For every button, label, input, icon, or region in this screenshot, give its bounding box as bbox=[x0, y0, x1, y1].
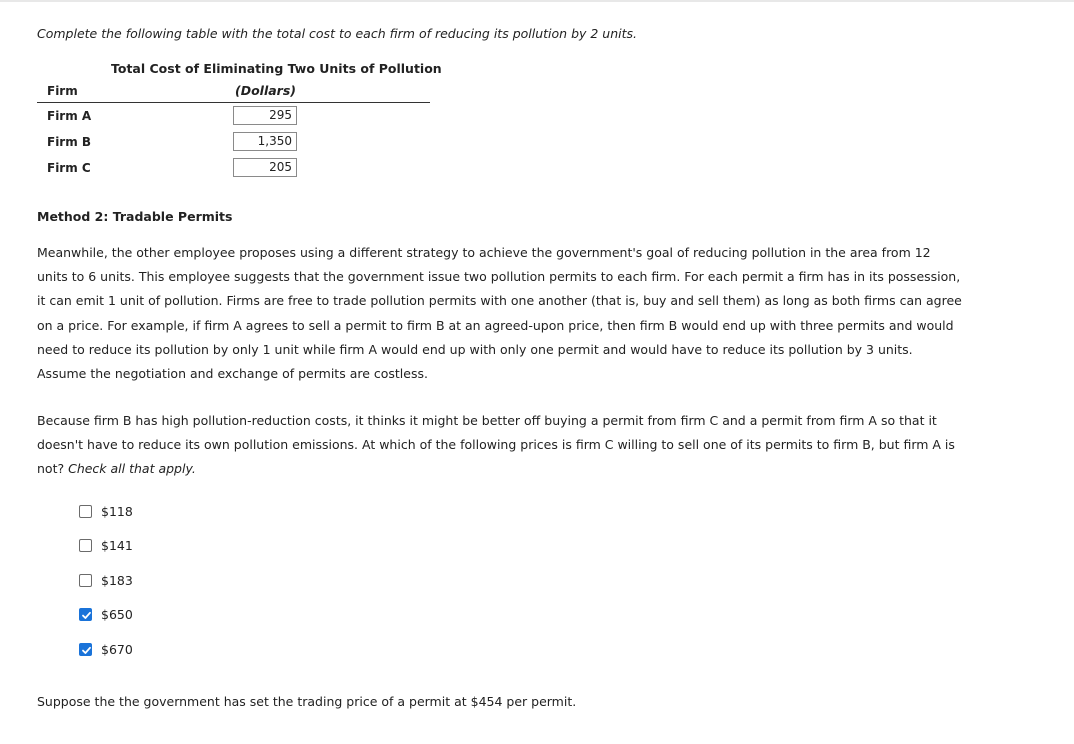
checkbox-checked-icon[interactable] bbox=[79, 643, 92, 656]
table-header-rule bbox=[37, 102, 430, 103]
checkbox-checked-icon[interactable] bbox=[79, 608, 92, 621]
cost-input-firm-b[interactable]: 1,350 bbox=[233, 132, 297, 151]
checkbox-icon[interactable] bbox=[79, 505, 92, 518]
checkbox-icon[interactable] bbox=[79, 574, 92, 587]
option-label[interactable]: $650 bbox=[101, 606, 133, 622]
cost-input-firm-c[interactable]: 205 bbox=[233, 158, 297, 177]
option-141[interactable] bbox=[79, 537, 133, 553]
footer-statement: Suppose the the government has set the trading price of a permit at $454 per permit. bbox=[37, 694, 577, 709]
section-title: Method 2: Tradable Permits bbox=[37, 209, 233, 224]
table-title: Total Cost of Eliminating Two Units of Pollution bbox=[111, 61, 442, 76]
column-header-unit: (Dollars) bbox=[235, 83, 296, 98]
cost-input-firm-a[interactable]: 295 bbox=[233, 106, 297, 125]
question-paragraph bbox=[37, 409, 962, 482]
column-header-firm: Firm bbox=[47, 84, 78, 98]
intro-instruction: Complete the following table with the total cost to each firm of reducing its pollution by 2 units. bbox=[37, 26, 637, 41]
option-650[interactable] bbox=[79, 606, 133, 622]
row-label-firm-b: Firm B bbox=[47, 135, 92, 149]
checkbox-icon[interactable] bbox=[79, 539, 92, 552]
option-118[interactable] bbox=[79, 503, 133, 519]
question-text: Because firm B has high pollution-reduction costs, it thinks it might be better off buying a permit from firm C and a permit from firm A so that it doesn't have to reduce its own pollution emissions. At which of the following prices is firm C willing to sell one of its permits to firm B, but firm A is not? bbox=[37, 413, 955, 477]
option-label[interactable]: $118 bbox=[101, 503, 133, 519]
option-670[interactable] bbox=[79, 641, 133, 657]
row-label-firm-c: Firm C bbox=[47, 161, 91, 175]
top-divider bbox=[0, 0, 1074, 2]
option-183[interactable] bbox=[79, 572, 133, 588]
option-label[interactable]: $183 bbox=[101, 572, 133, 588]
option-label[interactable]: $670 bbox=[101, 641, 133, 657]
question-instruction: Check all that apply. bbox=[68, 461, 196, 477]
row-label-firm-a: Firm A bbox=[47, 109, 92, 123]
option-label[interactable]: $141 bbox=[101, 537, 133, 553]
method-paragraph: Meanwhile, the other employee proposes using a different strategy to achieve the government's goal of reducing pollution in the area from 12 units to 6 units. This employee suggests that the government issue two pollution permits to each firm. For each permit a firm has in its possession, it can emit 1 unit of pollution. Firms are free to trade pollution permits with one another (that is, buy and sell them) as long as both firms can agree on a price. For example, if firm A agrees to sell a permit to firm B at an agreed-upon price, then firm B would end up with three permits and would need to reduce its pollution by only 1 unit while firm A would end up with only one permit and would have to reduce its pollution by 3 units. Assume the negotiation and exchange of permits are costless. bbox=[37, 245, 962, 382]
